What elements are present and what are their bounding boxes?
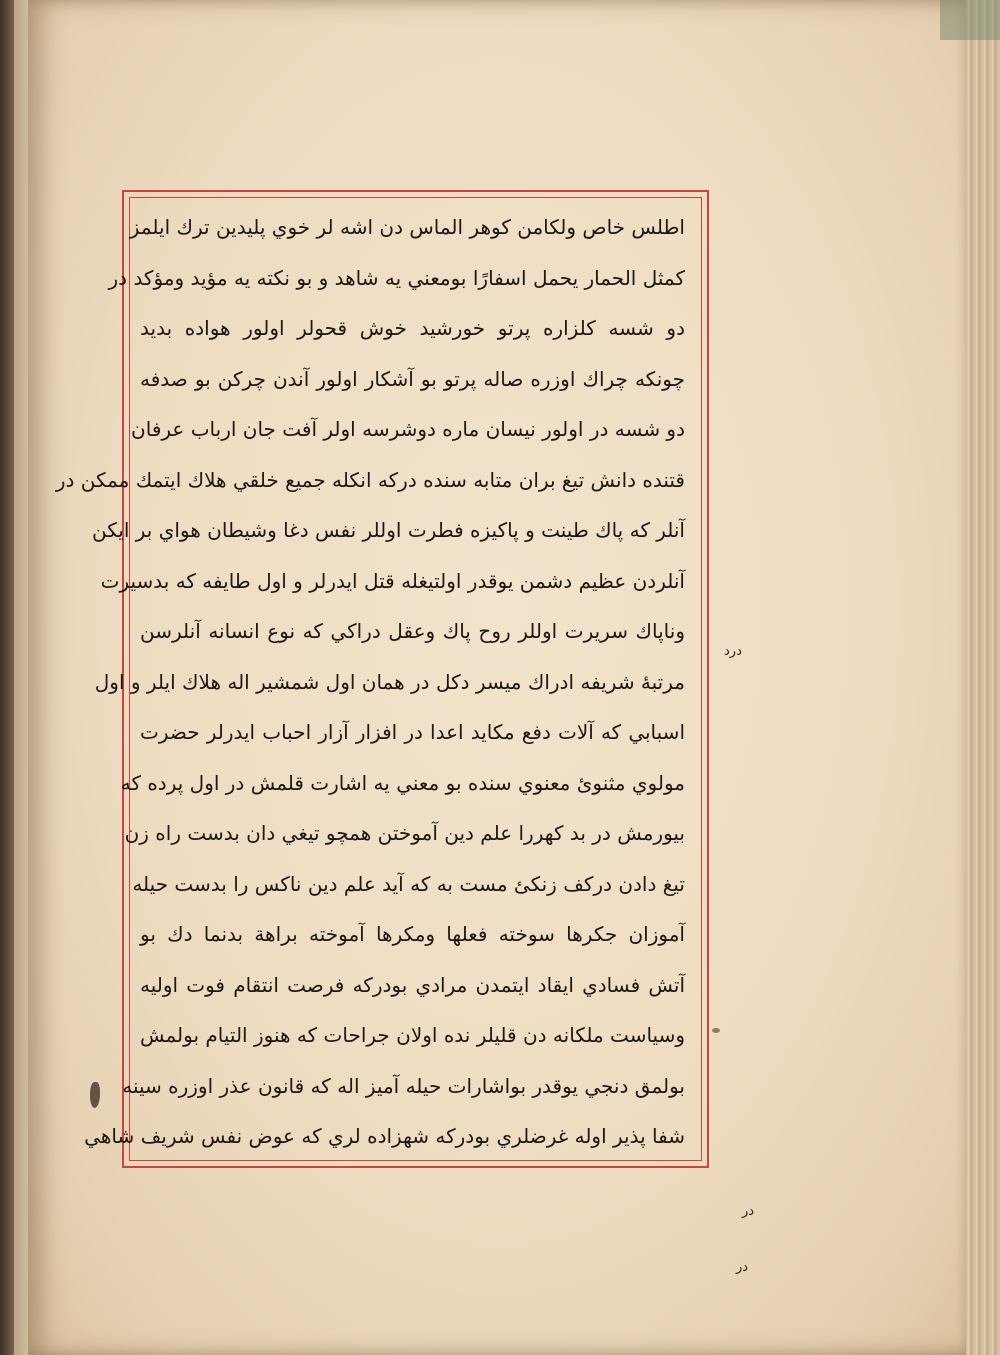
marginal-note-3: در	[736, 1260, 749, 1275]
marginal-note-2: در	[742, 1204, 755, 1219]
ink-stain	[90, 1082, 100, 1108]
text-line-1: اطلس خاص ولكامن كوهر الماس دن اشه لر خوي پليدين ترك ايلمز	[129, 215, 685, 239]
page-edge-discoloration	[940, 0, 1000, 40]
text-line-6: قتنده دانش تيغ بران متابه سنده دركه انكله جميع خلقي هلاك ايتمك ممكن در	[55, 467, 685, 492]
text-line-12: مولوي مثنوئ معنوي سنده بو معني يه اشارت قلمش در اول پرده كه	[120, 770, 685, 795]
text-line-8: آنلردن عظيم دشمن يوقدر اولتيغله قتل ايدرلر و اول طايفه كه بدسيرت	[100, 568, 685, 593]
ink-stain-small	[712, 1028, 720, 1033]
text-line-18: بولمق دنجي يوقدر بواشارات حيله آميز اله كه قانون عذر اوزره سينه	[122, 1073, 685, 1098]
stacked-page-edges	[966, 0, 1000, 1355]
manuscript-folio	[28, 0, 970, 1355]
text-line-11: اسبابي كه آلات دفع مكايد اعدا در افزار آزار احباب ايدرلر حضرت	[140, 720, 685, 744]
text-line-16: آتش فسادي ايقاد ايتمدن مرادي بودركه فرصت انتقام فوت اوليه	[140, 972, 685, 997]
text-frame	[55, 190, 755, 1275]
text-line-7: آنلر كه پاك طينت و پاكيزه فطرت اوللر نفس دغا وشيطان هواي بر ايكن	[92, 518, 685, 542]
text-line-10: مرتبهٔ شريفه ادراك ميسر دكل در همان اول شمشير اله هلاك ايلر و اول	[94, 669, 685, 694]
text-line-9: وناپاك سريرت اوللر روح پاك وعقل دراكي كه نوع انسانه آنلرسن	[140, 619, 685, 643]
text-line-5: دو شسه در اولور نيسان ماره دوشرسه اولر آفت جان ارباب عرفان	[131, 417, 685, 441]
text-line-17: وسياست ملكانه دن قليلر نده اولان جراحات كه هنوز التيام بولمش	[140, 1023, 685, 1047]
text-block	[55, 202, 685, 1162]
text-line-15: آموزان جكرها سوخته فعلها ومكرها آموخته براهة بدنما دك بو	[140, 922, 685, 946]
text-line-13: بيورمش در بد كهررا علم دين آموختن همچو تيغي دان بدست راه زن	[124, 821, 685, 845]
text-line-19: شفا پذير اوله غرضلري بودركه شهزاده لري كه عوض نفس شريف شاهي	[84, 1124, 685, 1148]
marginal-note-1: درد	[724, 644, 742, 659]
text-line-14: تيغ دادن دركف زنكئ مست به كه آيد علم دين ناكس را بدست حيله	[132, 871, 685, 896]
text-line-4: چونكه چراك اوزره صاله پرتو بو آشكار اولور آندن چركن بو صدفه	[140, 366, 685, 391]
text-line-2: كمثل الحمار يحمل اسفارًا بومعني يه شاهد و بو نكته يه مؤيد ومؤكد در	[108, 265, 685, 290]
text-line-3: دو شسه كلزاره پرتو خورشيد خوش قحولر اولور هواده بديد	[140, 316, 685, 340]
